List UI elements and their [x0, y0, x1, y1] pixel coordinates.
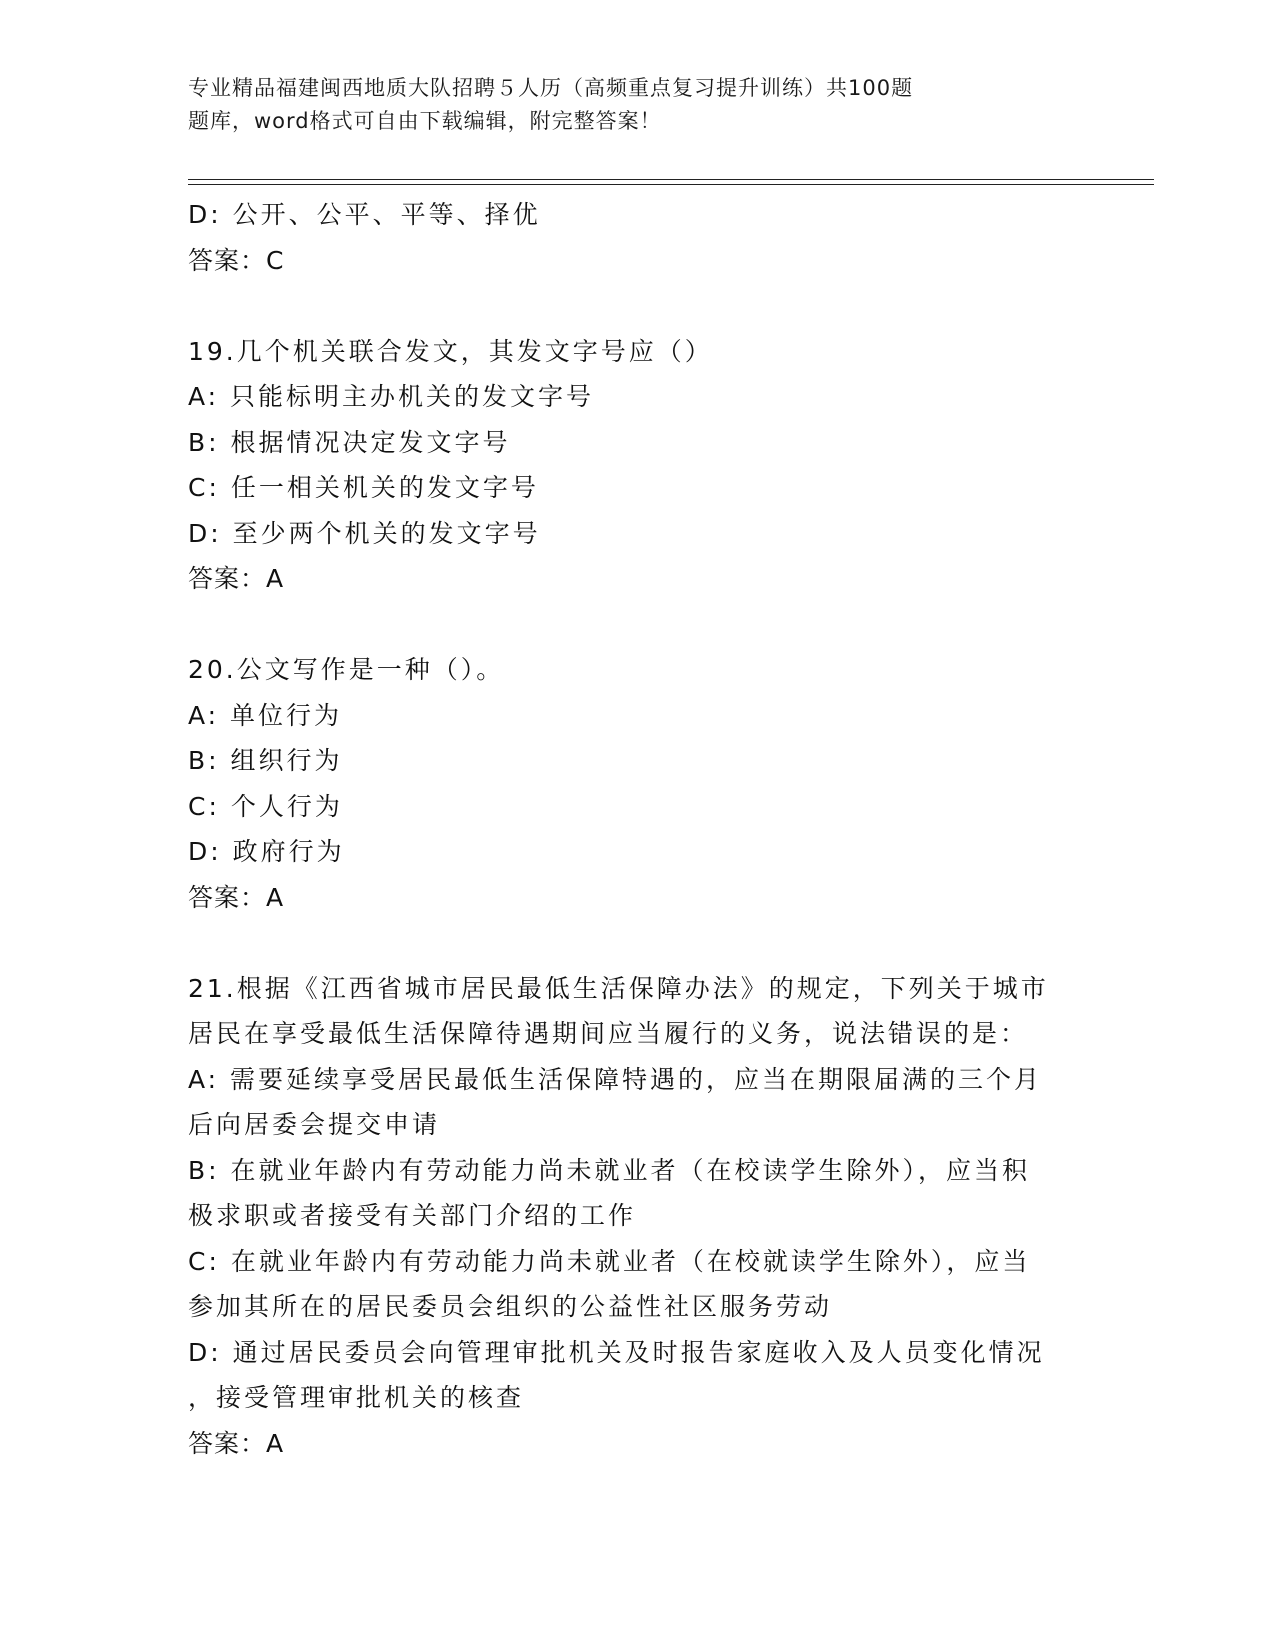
question-19-option-c: C: 任一相关机关的发文字号 — [188, 473, 539, 502]
question-21-option-a-line-2: 后向居委会提交申请 — [188, 1110, 441, 1139]
header-title-line-1: 专业精品福建闽西地质大队招聘５人历（高频重点复习提升训练）共100题 — [188, 76, 914, 100]
question-19-option-b: B: 根据情况决定发文字号 — [188, 427, 511, 457]
document-header — [188, 72, 1068, 138]
question-20-stem: 20.公文写作是一种（）。 — [188, 655, 505, 684]
question-21-option-a-line-1: A: 需要延续享受居民最低生活保障特遇的，应当在期限届满的三个月 — [188, 1064, 1043, 1094]
question-20-option-d: D: 政府行为 — [188, 837, 345, 866]
prev-question-block — [188, 192, 1088, 283]
spacer — [188, 283, 1088, 329]
question-19-answer: 答案：A — [188, 564, 285, 593]
question-20-answer: 答案：A — [188, 882, 285, 912]
spacer — [188, 920, 1088, 966]
question-21-option-b-line-1: B: 在就业年龄内有劳动能力尚未就业者（在校读学生除外），应当积 — [188, 1155, 1031, 1185]
header-divider-top — [188, 179, 1154, 180]
question-21-option-d-line-2: ，接受管理审批机关的核查 — [188, 1383, 525, 1412]
question-20-option-a: A: 单位行为 — [188, 700, 343, 730]
spacer — [188, 602, 1088, 648]
question-19-block — [188, 329, 1088, 602]
question-content — [188, 192, 1088, 1466]
question-20-block — [188, 647, 1088, 920]
header-title-line-2: 题库，word格式可自由下载编辑，附完整答案！ — [188, 109, 662, 133]
question-21-stem-line-2: 居民在享受最低生活保障待遇期间应当履行的义务，说法错误的是： — [188, 1019, 1029, 1048]
question-21-option-b-line-2: 极求职或者接受有关部门介绍的工作 — [188, 1201, 637, 1230]
answer-line: 答案：C — [188, 245, 285, 275]
question-19-option-d: D: 至少两个机关的发文字号 — [188, 518, 541, 548]
question-20-option-b: B: 组织行为 — [188, 746, 343, 775]
question-21-answer: 答案：A — [188, 1428, 285, 1458]
question-20-option-c: C: 个人行为 — [188, 791, 343, 821]
question-21-option-c-line-1: C: 在就业年龄内有劳动能力尚未就业者（在校就读学生除外），应当 — [188, 1246, 1031, 1276]
question-21-block — [188, 966, 1088, 1467]
option-d: D: 公开、公平、平等、择优 — [188, 200, 541, 229]
question-21-option-d-line-1: D: 通过居民委员会向管理审批机关及时报告家庭收入及人员变化情况 — [188, 1337, 1045, 1367]
question-19-option-a: A: 只能标明主办机关的发文字号 — [188, 382, 595, 411]
question-21-option-c-line-2: 参加其所在的居民委员会组织的公益性社区服务劳动 — [188, 1292, 833, 1321]
question-21-stem-line-1: 21.根据《江西省城市居民最低生活保障办法》的规定，下列关于城市 — [188, 973, 1049, 1003]
question-19-stem: 19.几个机关联合发文，其发文字号应（） — [188, 336, 713, 366]
header-divider-bottom — [188, 184, 1154, 185]
